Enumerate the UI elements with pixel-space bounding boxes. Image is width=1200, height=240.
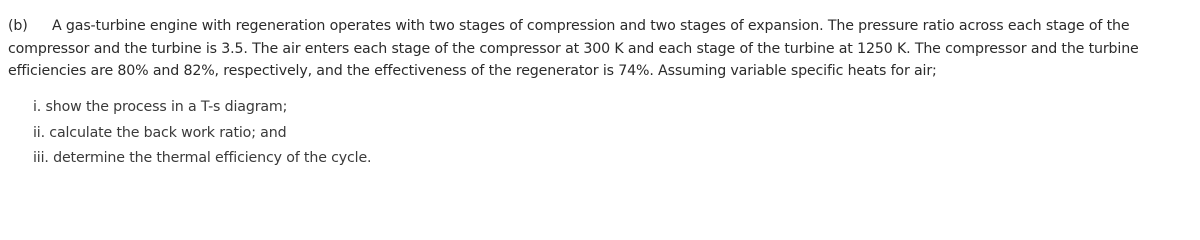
sub-item-iii: iii. determine the thermal efficiency of the cycle. [33, 150, 372, 166]
question-sub-items [33, 95, 371, 172]
question-paragraph [8, 15, 1188, 83]
sub-item-i: i. show the process in a T-s diagram; [33, 99, 288, 115]
sub-item-ii: ii. calculate the back work ratio; and [33, 124, 287, 141]
question-label: (b) [8, 18, 28, 34]
question-text: A gas-turbine engine with regeneration operates with two stages of compression and two stages of expansion. The pressure ratio across each stage of the compressor and the turbine is 3.5. The air enters each stage of the compressor at 300 K and each stage of the turbine at 1250 K. The compressor and the turbine efficiencies are 80% and 82%, respectively, and the effectiveness of the regenerator is 74%. Assuming variable specific heats for air; [8, 18, 1139, 79]
